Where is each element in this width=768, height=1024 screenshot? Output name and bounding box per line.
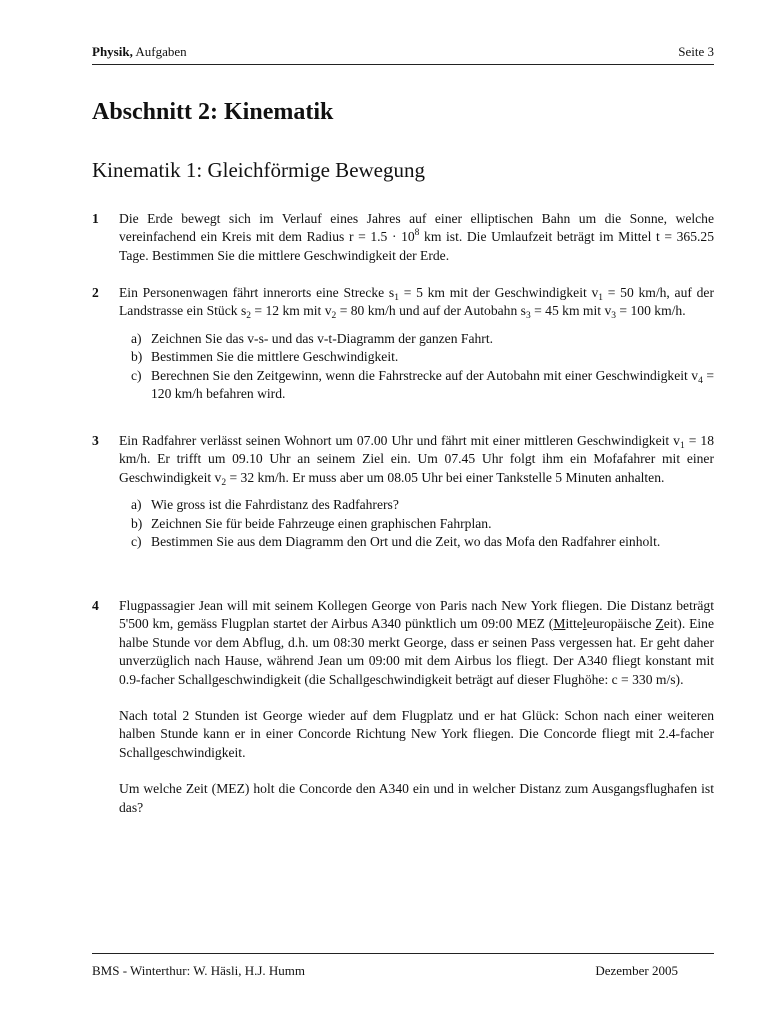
subquestion-c bbox=[131, 533, 714, 551]
text-run: itte bbox=[565, 616, 583, 632]
subscript: 3 bbox=[525, 311, 531, 322]
task-paragraph-1 bbox=[119, 597, 714, 689]
subquestion-label: a) bbox=[131, 497, 142, 513]
text-run: = 100 km/h. bbox=[616, 303, 686, 319]
task-paragraph bbox=[119, 284, 714, 321]
footer-authors: BMS - Winterthur: W. Häsli, H.J. Humm bbox=[92, 963, 306, 978]
subquestion-text: = 120 km/h befahren wird. bbox=[151, 367, 714, 402]
text-run: Ein Radfahrer verlässt seinen Wohnort um 07.00 Uhr und fährt mit einer mittleren Geschwindigkeit v bbox=[119, 433, 680, 448]
subquestion-text: Berechnen Sie den Zeitgewinn, wenn die Fahrstrecke auf der Autobahn mit einer Geschwindigkeit v bbox=[151, 367, 699, 383]
page-footer bbox=[92, 953, 714, 978]
subquestion-text: Bestimmen Sie aus dem Diagramm den Ort und die Zeit, wo das Mofa den Radfahrer einholt. bbox=[151, 534, 661, 550]
text-run: = 50 km/h, auf der Landstrasse ein Stück s bbox=[119, 285, 714, 319]
header-subject-bold: Physik, bbox=[92, 44, 133, 59]
task-3 bbox=[92, 432, 714, 551]
task-paragraph bbox=[119, 210, 714, 265]
task-1 bbox=[92, 210, 714, 265]
subscript: 2 bbox=[221, 477, 227, 488]
subquestion-list bbox=[131, 496, 714, 551]
task-4 bbox=[92, 597, 714, 817]
text-run: Ein Personenwagen fährt innerorts eine Strecke s bbox=[119, 285, 395, 300]
underlined-letter: l bbox=[582, 616, 587, 632]
text-run: = 45 km mit v bbox=[530, 303, 612, 319]
header-subtitle: Aufgaben bbox=[135, 44, 187, 59]
header-subject bbox=[92, 44, 187, 60]
subscript: 3 bbox=[611, 311, 617, 322]
task-number: 4 bbox=[92, 598, 99, 613]
subquestion-c bbox=[131, 367, 714, 404]
text-run: Die Erde bewegt sich im Verlauf eines Jahres auf einer elliptischen Bahn um die Sonne, welche vereinfachend ein Kreis mit dem Radius r = 1.5 · 10 bbox=[119, 211, 714, 245]
subquestion-label: a) bbox=[131, 330, 142, 346]
underlined-letter: M bbox=[553, 616, 566, 632]
subquestion-label: b) bbox=[131, 515, 143, 531]
subscript: 1 bbox=[394, 293, 399, 303]
task-number: 1 bbox=[92, 211, 99, 226]
subscript: 2 bbox=[246, 311, 251, 322]
text-run: km ist. Die Umlaufzeit beträgt im Mittel t = 365.25 Tage. Bestimmen Sie die mittlere Geschwindigkeit der Erde. bbox=[119, 229, 714, 263]
task-number: 3 bbox=[92, 433, 99, 448]
subquestion-b bbox=[131, 515, 714, 533]
footer-date: Dezember 2005 bbox=[595, 963, 678, 978]
subquestion-label: c) bbox=[131, 534, 142, 550]
task-body bbox=[119, 597, 714, 817]
exponent: 8 bbox=[414, 228, 420, 239]
text-run: = 80 km/h und auf der Autobahn s bbox=[336, 303, 526, 319]
text-run: = 12 km mit v bbox=[250, 303, 332, 319]
task-paragraph-3: Um welche Zeit (MEZ) holt die Concorde den A340 ein und in welcher Distanz zum Ausgangsflughafen ist das? bbox=[119, 781, 714, 815]
subquestion-a bbox=[131, 496, 714, 514]
subquestion-text: Wie gross ist die Fahrdistanz des Radfahrers? bbox=[151, 497, 399, 513]
text-run: = 18 km/h. Er trifft um 09.10 Uhr an seinem Ziel ein. Um 07.45 Uhr folgt ihm ein Mofafahrer mit einer Geschwindigkeit v bbox=[119, 433, 714, 485]
task-body bbox=[119, 210, 714, 265]
page-header bbox=[92, 42, 714, 65]
section-title: Abschnitt 2: Kinematik bbox=[92, 99, 334, 125]
task-2 bbox=[92, 284, 714, 403]
subquestion-list bbox=[131, 330, 714, 404]
underlined-letter: Z bbox=[655, 616, 664, 632]
subscript: 1 bbox=[679, 441, 685, 451]
header-page-number: Seite 3 bbox=[678, 44, 714, 59]
subquestion-b bbox=[131, 348, 714, 366]
text-run: = 5 km mit der Geschwindigkeit v bbox=[398, 285, 599, 300]
subscript: 2 bbox=[331, 311, 337, 322]
task-body bbox=[119, 284, 714, 403]
subquestion-text: Bestimmen Sie die mittlere Geschwindigkeit. bbox=[151, 349, 399, 365]
task-paragraph bbox=[119, 432, 714, 487]
subscript: 1 bbox=[598, 293, 604, 303]
subquestion-label: b) bbox=[131, 349, 143, 365]
task-paragraph-2: Nach total 2 Stunden ist George wieder auf dem Flugplatz und er hat Glück: Schon nach einer weiteren halben Stunde kann er in einer Concorde Richtung New York fliegen. Die Concorde fliegt mit 2.4-facher Schallgeschwindigkeit. bbox=[119, 708, 714, 760]
text-run: eit). Eine halbe Stunde vor dem Abflug, d.h. um 08:30 merkt George, dass er seinen Pass vergessen hat. Er geht daher unverzüglich nach Hause, während Jean um 09:00 mit dem Airbus los fliegt. Der A340 fliegt konstant mit 0.9-facher Schallgeschwindigkeit (die Schallgeschwindigkeit beträgt auf dieser Flughöhe: c = 330 m/s). bbox=[119, 616, 714, 687]
subquestion-label: c) bbox=[131, 367, 142, 383]
subscript: 4 bbox=[698, 375, 703, 386]
subquestion-a bbox=[131, 330, 714, 348]
text-run: = 32 km/h. Er muss aber um 08.05 Uhr bei einer Tankstelle 5 Minuten anhalten. bbox=[226, 469, 665, 485]
task-number: 2 bbox=[92, 285, 99, 300]
text-run: Flugpassagier Jean will mit seinem Kollegen George von Paris nach New York fliegen. Die Distanz beträgt 5'500 km, gemäss Flugplan startet der Airbus A340 pünktlich um 09:00 MEZ ( bbox=[119, 598, 714, 632]
subsection-title: Kinematik 1: Gleichförmige Bewegung bbox=[92, 158, 425, 182]
task-body bbox=[119, 432, 714, 551]
subquestion-text: Zeichnen Sie für beide Fahrzeuge einen graphischen Fahrplan. bbox=[151, 515, 492, 531]
text-run: europäische bbox=[586, 616, 656, 632]
subquestion-text: Zeichnen Sie das v-s- und das v-t-Diagramm der ganzen Fahrt. bbox=[151, 330, 494, 346]
